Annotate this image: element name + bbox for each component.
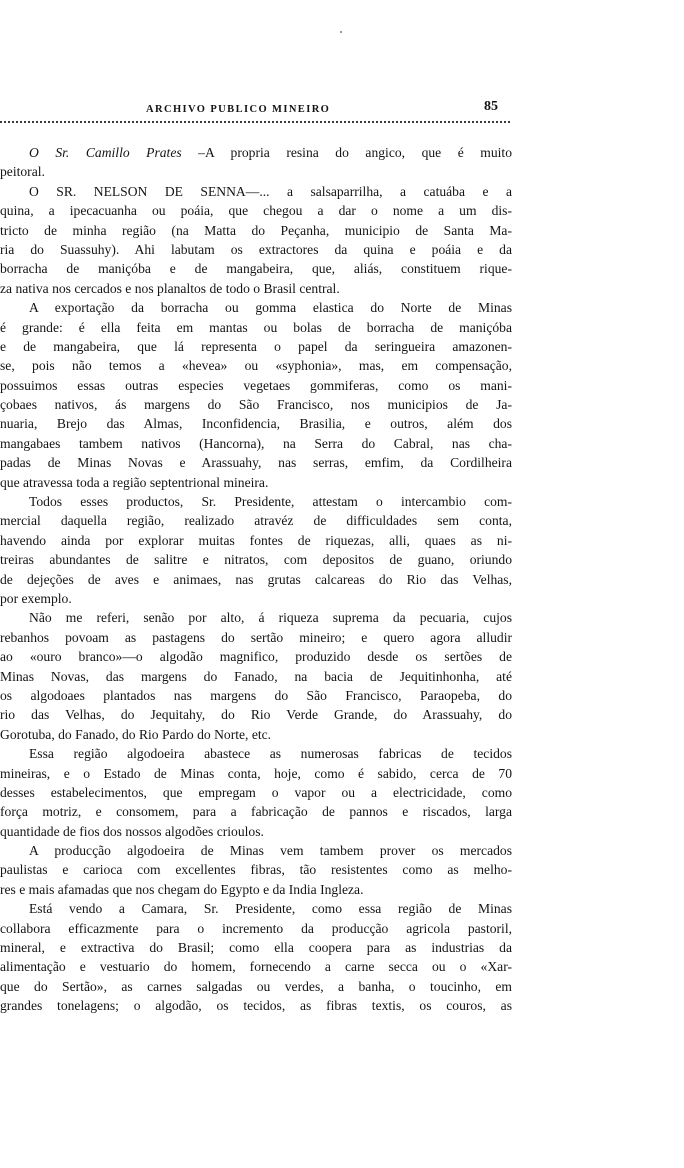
text-line: que atravessa toda a região septentrional mineira. <box>0 474 269 490</box>
text-line: de dejeções de aves e animaes, nas grutas calcareas do Rio das Velhas, <box>0 571 512 587</box>
text-line: tricto de minha região (na Matta do Peçanha, municipio de Santa Ma- <box>0 222 512 238</box>
text-line: mineiras, e o Estado de Minas conta, hoje, como é sabido, cerca de 70 <box>0 765 512 781</box>
text-line: mercial daquella região, realizado atravéz de difficuldades sem conta, <box>0 513 512 529</box>
text-line: A producção algodoeira de Minas vem tambem prover os mercados <box>29 843 512 859</box>
text-line: Todos esses productos, Sr. Presidente, attestam o intercambio com- <box>29 494 512 510</box>
text-line: borracha de maniçóba e de mangabeira, que, aliás, constituem rique- <box>0 261 512 277</box>
text-line <box>0 143 512 162</box>
running-title: ARCHIVO PUBLICO MINEIRO <box>146 104 331 115</box>
scan-speck <box>340 31 342 33</box>
body-text <box>0 143 512 1016</box>
text-line: paulistas e carioca com excellentes fibras, tão resistentes como as melho- <box>0 862 512 878</box>
header-rule <box>0 121 510 123</box>
text-line: por exemplo. <box>0 590 72 606</box>
text-line: Minas Novas, das margens do Fanado, na bacia de Jequitinhonha, até <box>0 668 512 684</box>
text-line: força motriz, e consomem, para a fabricação de pannos e riscados, larga <box>0 804 512 820</box>
speech-text: –A propria resina do angico, que é muito <box>181 145 512 160</box>
text-line: que do Sertão», as carnes salgadas ou verdes, a banha, o toucinho, em <box>0 978 512 994</box>
text-line: ao «ouro branco»—o algodão magnifico, produzido desde os sertões de <box>0 649 512 665</box>
text-line: havendo ainda por explorar muitas fontes de riquezas, alli, quaes as ni- <box>0 532 512 548</box>
text-line: res e mais afamadas que nos chegam do Egypto e da India Ingleza. <box>0 881 364 897</box>
text-line: e de mangabeira, que lá representa o papel da seringueira amazonen- <box>0 338 512 354</box>
text-line: alimentação e vestuario do homem, fornecendo a carne secca ou o «Xar- <box>0 959 512 975</box>
text-line: ria do Suassuhy). Ahi labutam os extractores da quina e poáia e da <box>0 241 512 257</box>
text-line: padas de Minas Novas e Arassuahy, nas serras, emfim, da Cordilheira <box>0 455 512 471</box>
text-line: O SR. NELSON DE SENNA—... a salsaparrilha, a catuába e a <box>29 183 512 199</box>
text-line: mangabaes tambem nativos (Hancorna), na Serra do Cabral, nas cha- <box>0 435 512 451</box>
text-line: rio das Velhas, do Jequitahy, do Rio Verde Grande, do Arassuahy, do <box>0 707 512 723</box>
text-line: treiras abundantes de salitre e nitratos, com depositos de guano, oriundo <box>0 552 512 568</box>
text-line: Gorotuba, do Fanado, do Rio Pardo do Norte, etc. <box>0 726 272 742</box>
text-line: desses estabelecimentos, que empregam o vapor ou a electricidade, como <box>0 784 512 800</box>
text-line: os algodoaes plantados nas margens do São Francisco, Paraopeba, do <box>0 687 512 703</box>
text-line: za nativa nos cercados e nos planaltos de todo o Brasil central. <box>0 280 340 296</box>
text-line: é grande: é ella feita em mantas ou bolas de borracha de maniçóba <box>0 319 512 335</box>
text-line: quina, a ipecacuanha ou poáia, que chegou a dar o nome a um dis- <box>0 203 512 219</box>
speaker-name: O Sr. Camillo Prates <box>29 145 182 160</box>
text-line: Essa região algodoeira abastece as numerosas fabricas de tecidos <box>29 746 512 762</box>
text-line: quantidade de fios dos nossos algodões crioulos. <box>0 823 264 839</box>
text-line: mineral, e extractiva do Brasil; como ella coopera para as industrias da <box>0 940 512 956</box>
text-line: grandes tonelagens; o algodão, os tecidos, as fibras textis, os couros, as <box>0 998 512 1014</box>
text-line: peitoral. <box>0 164 45 180</box>
text-line: A exportação da borracha ou gomma elastica do Norte de Minas <box>29 300 512 316</box>
text-line: collabora efficazmente para o incremento da producção agricola pastoril, <box>0 920 512 936</box>
text-line: Está vendo a Camara, Sr. Presidente, como essa região de Minas <box>29 901 512 917</box>
text-line: nuaria, Brejo das Almas, Inconfidencia, Brasilia, e outros, além dos <box>0 416 512 432</box>
page-number: 85 <box>484 99 498 114</box>
text-line: rebanhos povoam as pastagens do sertão mineiro; e quero agora alludir <box>0 629 512 645</box>
text-line: Não me referi, senão por alto, á riqueza suprema da pecuaria, cujos <box>29 610 512 626</box>
text-line: çobaes nativos, ás margens do São Francisco, nos municipios de Ja- <box>0 397 512 413</box>
text-line: se, pois não temos a «hevea» ou «syphonia», mas, em compensação, <box>0 358 512 374</box>
text-line: possuimos essas outras especies vegetaes gommiferas, como os mani- <box>0 377 512 393</box>
